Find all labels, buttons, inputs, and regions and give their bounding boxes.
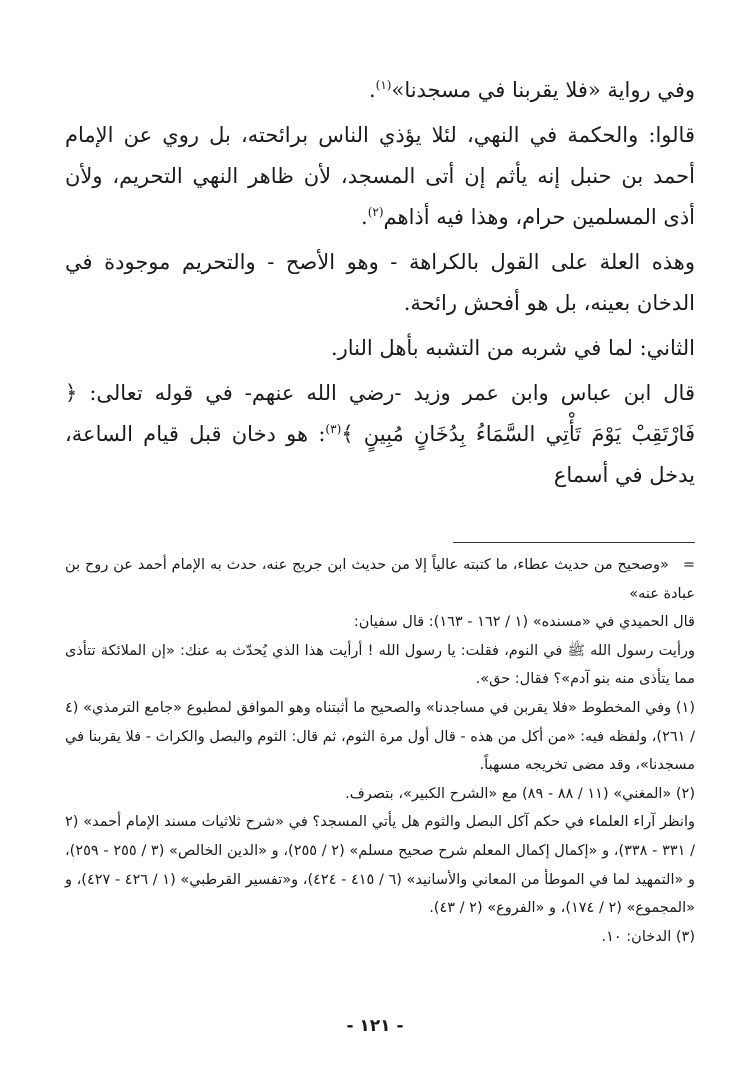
paragraph-text: قالوا: والحكمة في النهي، لئلا يؤذي الناس برائحته، بل روي عن الإمام أحمد بن حنبل إنه يأثم إن أتى المسجد، لأن ظاهر النهي التحريم، ولأن أذى المسلمين حرام، وهذا فيه أذاهم bbox=[65, 123, 695, 229]
footnote: (٢) «المغني» (١١ / ٨٨ - ٨٩) مع «الشرح الكبير»، بتصرف. bbox=[345, 785, 695, 802]
footnotes bbox=[65, 551, 695, 951]
paragraph bbox=[65, 328, 695, 369]
footnote-ref: (١) bbox=[375, 78, 392, 92]
paragraph-text: قال ابن عباس وابن عمر وزيد -رضي الله عنهم- في قوله تعالى: ﴿ فَارْتَقِبْ يَوْمَ تَأْتِي السَّمَاءُ بِدُخَانٍ مُبِينٍ ﴾ bbox=[65, 381, 695, 446]
paragraph bbox=[65, 242, 695, 324]
paragraph bbox=[65, 115, 695, 238]
footnote: ورأيت رسول الله ﷺ في النوم، فقلت: يا رسول الله ! أرأيت هذا الذي يُحدّث به عنك: «إن الملائكة تتأذى مما يتأذى منه بنو آدم»؟ فقال: حق». bbox=[65, 642, 695, 688]
footnote: قال الحميدي في «مسنده» (١ / ١٦٢ - ١٦٣): قال سفيان: bbox=[353, 614, 695, 631]
footnote bbox=[65, 551, 695, 608]
footnote-text: «وصحيح من حديث عطاء، ما كتبته عالياً إلا من حديث ابن جريج عنه، حدث به الإمام أحمد عن روح بن عبادة عنه» bbox=[65, 557, 695, 602]
paragraph-tail: : هو دخان قبل قيام الساعة، يدخل في أسماع bbox=[65, 422, 695, 487]
paragraph-tail: . bbox=[368, 78, 376, 102]
paragraph bbox=[65, 70, 695, 111]
footnote: (٣) الدخان: ١٠. bbox=[601, 928, 695, 945]
paragraph-text: الثاني: لما في شربه من التشبه بأهل النار. bbox=[330, 336, 695, 360]
footnote-separator bbox=[453, 542, 695, 543]
continuation-mark: = bbox=[682, 557, 695, 573]
paragraph bbox=[65, 373, 695, 496]
page-number: - ١٢١ - bbox=[346, 1016, 404, 1036]
footnote: وانظر آراء العلماء في حكم آكل البصل والثوم هل يأتي المسجد؟ في «شرح ثلاثيات مسند الإمام أحمد» (٢ / ٣٣١ - ٣٣٨)، و «إكمال إكمال المعلم شرح صحيح مسلم» (٢ / ٢٥٥)، و «الدين الخالص» (٣ / ٢٥٥ - ٢٥٩)، و «التمهيد لما في الموطأ من المعاني والأسانيد» (٦ / ٤١٥ - ٤٢٤)، و«تفسير القرطبي» (١ / ٤٢٦ - ٤٢٧)، و «المجموع» (٢ / ١٧٤)، و «الفروع» (٢ / ٤٣). bbox=[65, 814, 696, 917]
main-text bbox=[65, 70, 695, 496]
footnote: (١) وفي المخطوط «فلا يقربن في مساجدنا» والصحيح ما أثبتناه وهو الموافق لمطبوع «جامع الترمذي» (٤ / ٢٦١)، ولفظه فيه: «من أكل من هذه - قال أول مرة الثوم، ثم قال: الثوم والبصل والكراث - فلا يقربنا في مسجدنا»، وقد مضى تخريجه مسهباً. bbox=[65, 699, 695, 774]
paragraph-text: وهذه العلة على القول بالكراهة - وهو الأصح - والتحريم موجودة في الدخان بعينه، بل هو أفحش رائحة. bbox=[65, 250, 695, 315]
paragraph-tail: . bbox=[361, 205, 368, 229]
footnote-ref: (٢) bbox=[367, 205, 384, 219]
footnote-ref: (٣) bbox=[325, 422, 342, 436]
paragraph-text: وفي رواية «فلا يقربنا في مسجدنا» bbox=[391, 78, 695, 102]
